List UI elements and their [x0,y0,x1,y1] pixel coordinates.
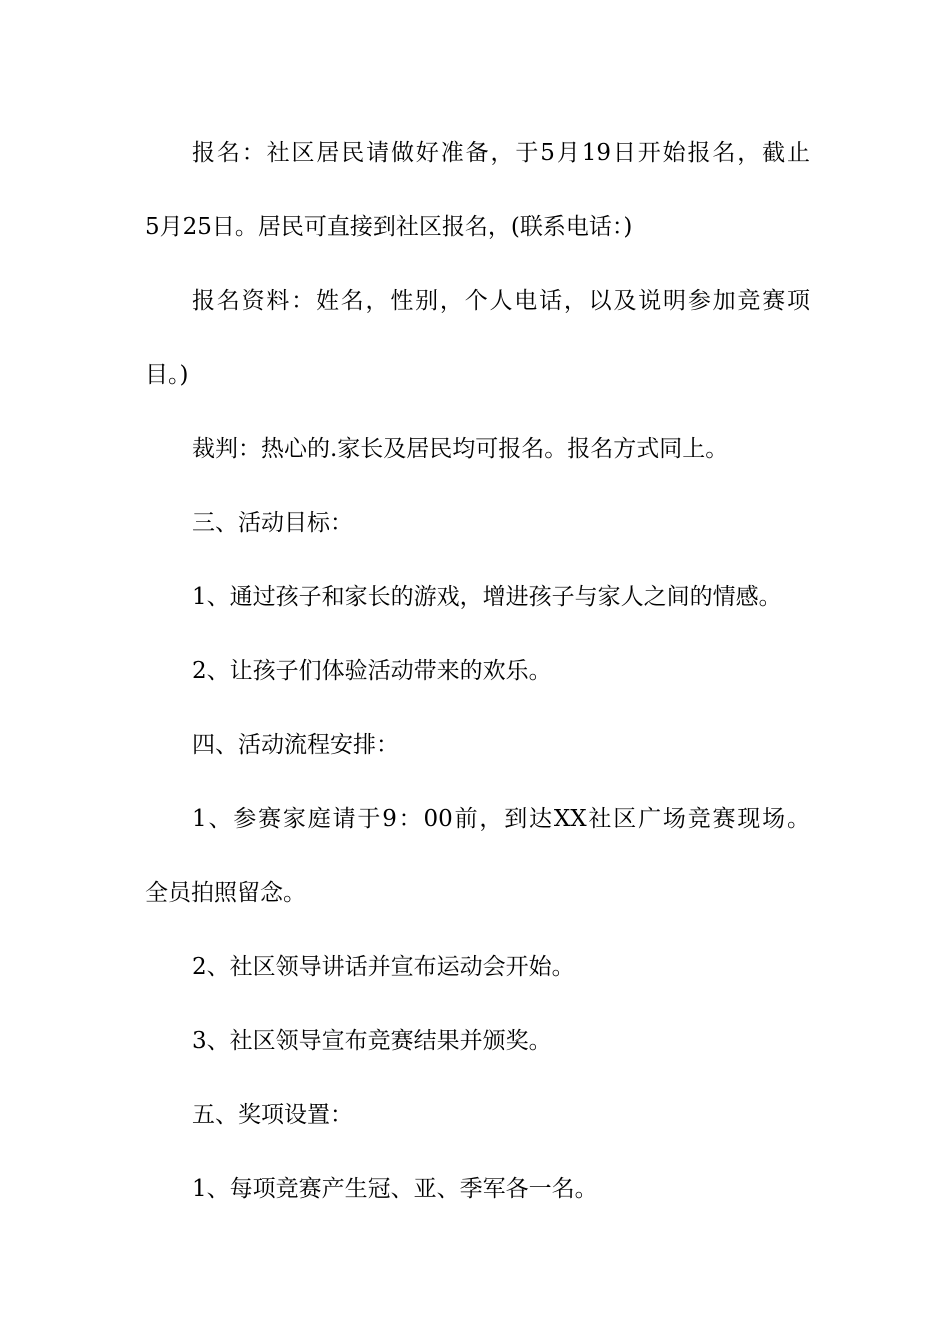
section-heading-awards: 五、奖项设置： [192,1102,353,1128]
section-heading-goals: 三、活动目标： [192,510,353,536]
paragraph-registration-line-1: 报名：社区居民请做好准备，于5月19日开始报名，截止 [192,140,810,166]
goal-item-1: 1、通过孩子和家长的游戏，增进孩子与家人之间的情感。 [192,584,782,610]
process-item-3: 3、社区领导宣布竞赛结果并颁奖。 [192,1028,552,1054]
paragraph-registration-materials-line-1: 报名资料：姓名，性别，个人电话，以及说明参加竞赛项 [192,288,810,314]
award-item-1: 1、每项竞赛产生冠、亚、季军各一名。 [192,1176,598,1202]
process-item-2: 2、社区领导讲话并宣布运动会开始。 [192,954,575,980]
process-item-1-line-2: 全员拍照留念。 [145,880,306,906]
section-heading-process: 四、活动流程安排： [192,732,399,758]
process-item-1-line-1: 1、参赛家庭请于9：00前，到达XX社区广场竞赛现场。 [192,806,810,832]
paragraph-registration-line-2: 5月25日。居民可直接到社区报名，(联系电话：) [145,214,633,240]
paragraph-registration-materials-line-2: 目。) [145,362,189,388]
paragraph-referee: 裁判：热心的.家长及居民均可报名。报名方式同上。 [192,436,729,462]
goal-item-2: 2、让孩子们体验活动带来的欢乐。 [192,658,552,684]
